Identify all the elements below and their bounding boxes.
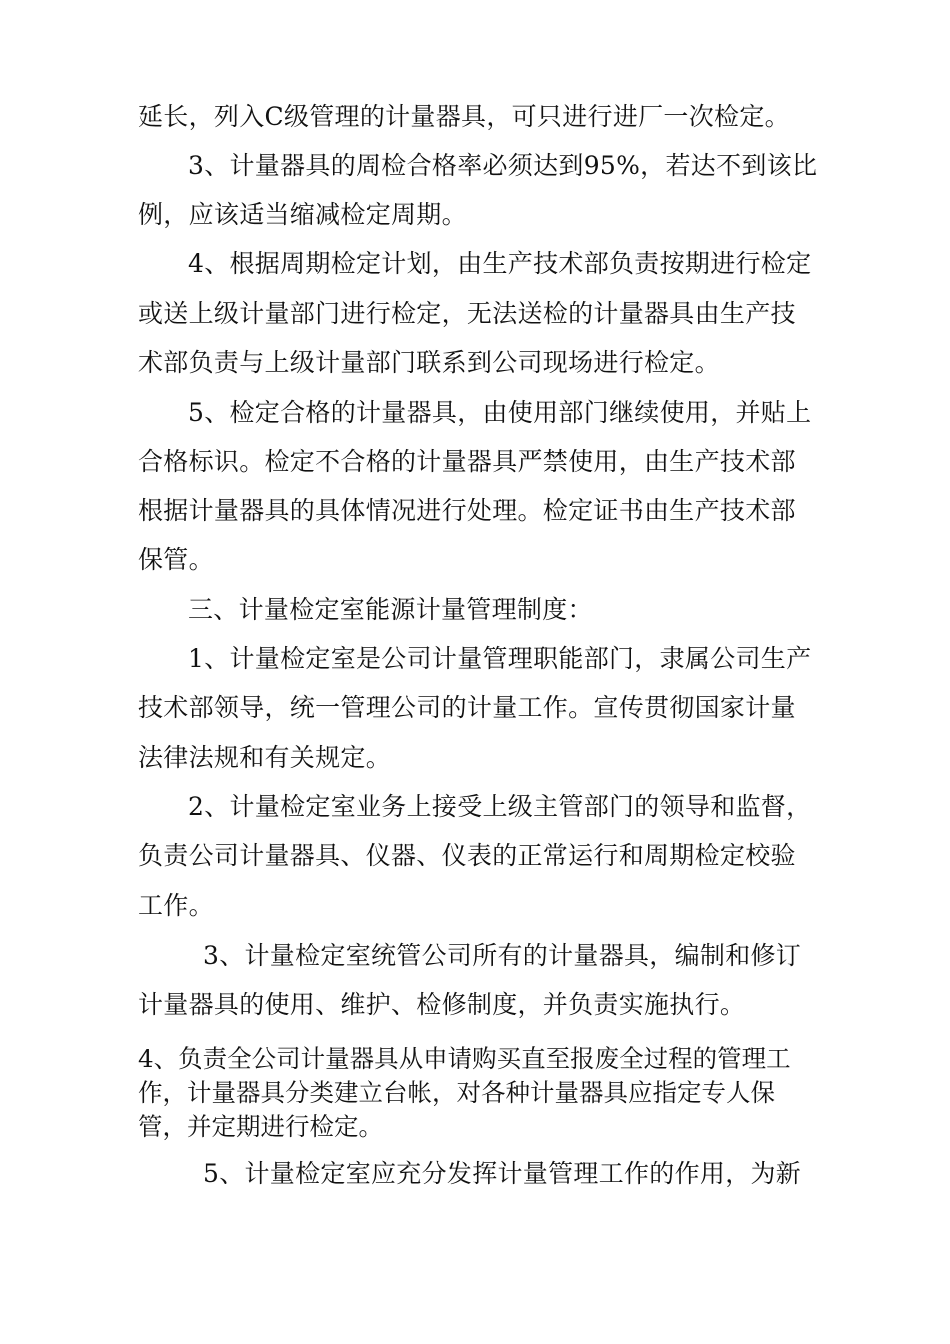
text-line: 2、计量检定室业务上接受上级主管部门的领导和监督， [188,792,812,821]
text-line: 术部负责与上级计量部门联系到公司现场进行检定。 [138,348,720,377]
text-line: 5、计量检定室应充分发挥计量管理工作的作用，为新 [203,1159,802,1188]
text-line: 作，计量器具分类建立台帐，对各种计量器具应指定专人保 [138,1078,775,1107]
text-line: 例，应该适当缩减检定周期。 [138,200,467,229]
text-line: 保管。 [138,545,214,574]
text-line: 管，并定期进行检定。 [138,1112,383,1141]
text-line: 3、计量检定室统管公司所有的计量器具，编制和修订 [203,941,802,970]
text-line: 根据计量器具的具体情况进行处理。检定证书由生产技术部 [138,496,796,525]
text-line: 1、计量检定室是公司计量管理职能部门，隶属公司生产 [188,644,812,673]
text-line: 法律法规和有关规定。 [138,743,392,772]
text-line: 4、负责全公司计量器具从申请购买直至报废全过程的管理工 [138,1044,791,1073]
text-line: 4、根据周期检定计划，由生产技术部负责按期进行检定 [188,249,812,278]
text-line: 合格标识。检定不合格的计量器具严禁使用，由生产技术部 [138,447,796,476]
section-heading: 三、计量检定室能源计量管理制度： [188,595,593,624]
text-line: 技术部领导，统一管理公司的计量工作。宣传贯彻国家计量 [138,693,796,722]
text-line: 延长，列入C级管理的计量器具，可只进行进厂一次检定。 [138,102,790,131]
text-line: 负责公司计量器具、仪器、仪表的正常运行和周期检定校验 [138,841,796,870]
text-line: 3、计量器具的周检合格率必须达到95%，若达不到该比 [188,151,818,180]
text-line: 计量器具的使用、维护、检修制度，并负责实施执行。 [138,990,746,1019]
text-line: 或送上级计量部门进行检定，无法送检的计量器具由生产技 [138,299,796,328]
text-line: 5、检定合格的计量器具，由使用部门继续使用，并贴上 [188,398,812,427]
text-line: 工作。 [138,891,214,920]
